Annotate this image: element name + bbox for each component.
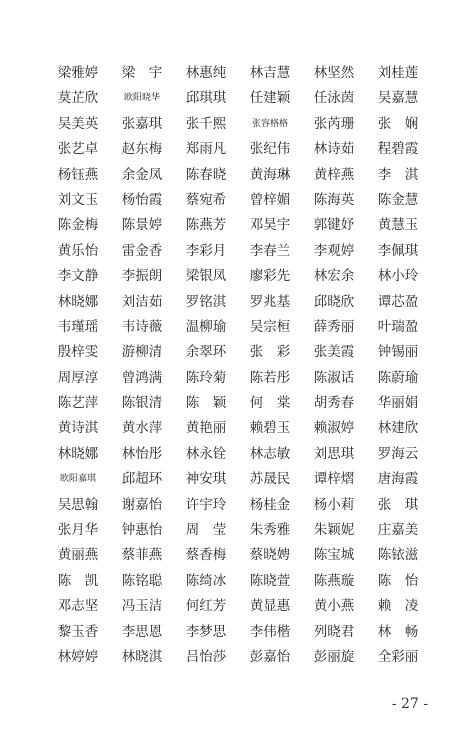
name-entry: 钟锡丽 — [377, 344, 419, 361]
name-entry: 谢嘉怡 — [121, 496, 163, 513]
name-entry: 陈春晓 — [185, 166, 227, 183]
name-entry: 全彩丽 — [377, 648, 419, 665]
name-entry: 林宏余 — [313, 268, 355, 285]
name-entry: 蔡晓娉 — [249, 547, 291, 564]
name-entry: 林婷婷 — [57, 648, 99, 665]
name-entry: 列晓君 — [313, 623, 355, 640]
name-entry: 薛秀丽 — [313, 318, 355, 335]
name-entry: 吴宗桓 — [249, 318, 291, 335]
name-entry: 莫芷欣 — [57, 90, 99, 107]
name-entry: 苏晟民 — [249, 471, 291, 488]
name-entry: 陈金慧 — [377, 191, 419, 208]
name-entry: 陈燕芳 — [185, 217, 227, 234]
name-entry: 林怡彤 — [121, 445, 163, 462]
name-entry: 杨桂金 — [249, 496, 291, 513]
name-entry: 李春兰 — [249, 242, 291, 259]
name-entry: 陈晓萱 — [249, 572, 291, 589]
name-entry: 陈金梅 — [57, 217, 99, 234]
name-entry: 陈绮冰 — [185, 572, 227, 589]
name-entry: 林坚然 — [313, 65, 355, 81]
name-entry: 唐海霞 — [377, 471, 419, 488]
name-entry: 黄海琳 — [249, 166, 291, 183]
name-entry: 杨小莉 — [313, 496, 355, 513]
name-entry: 朱秀雅 — [249, 522, 291, 539]
name-entry: 梁雅婷 — [57, 65, 99, 81]
name-entry: 黄显惠 — [249, 598, 291, 615]
name-entry: 邱琪琪 — [185, 90, 227, 107]
name-entry: 任泳茵 — [313, 90, 355, 107]
name-entry: 吴思翰 — [57, 496, 99, 513]
name-entry: 吴嘉慧 — [377, 90, 419, 107]
name-entry: 何 棠 — [249, 395, 291, 412]
name-entry: 陈宝城 — [313, 547, 355, 564]
name-entry: 黄梓燕 — [313, 166, 355, 183]
name-entry: 余金凤 — [121, 166, 163, 183]
name-entry: 余翠环 — [185, 344, 227, 361]
name-entry: 许宇玲 — [185, 496, 227, 513]
name-entry: 李佩琪 — [377, 242, 419, 259]
name-entry: 张千熙 — [185, 115, 227, 132]
name-entry: 刘思琪 — [313, 445, 355, 462]
name-entry: 刘洁茹 — [121, 293, 163, 310]
name-entry: 林晓娜 — [57, 445, 99, 462]
name-entry: 罗海云 — [377, 445, 419, 462]
name-entry: 胡秀春 — [313, 395, 355, 412]
name-entry: 吕怡莎 — [185, 648, 227, 665]
name-entry: 杨怡霞 — [121, 191, 163, 208]
name-entry: 陈蔚瑜 — [377, 369, 419, 386]
name-entry: 杨钰燕 — [57, 166, 99, 183]
name-entry: 刘桂莲 — [377, 65, 419, 81]
name-entry: 李观婷 — [313, 242, 355, 259]
name-entry: 陈银清 — [121, 395, 163, 412]
name-entry: 林永铨 — [185, 445, 227, 462]
name-entry: 梁银凤 — [185, 268, 227, 285]
name-entry: 陈玲菊 — [185, 369, 227, 386]
name-entry: 林 畅 — [377, 623, 419, 640]
name-entry: 陈铭聪 — [121, 572, 163, 589]
name-entry: 邓志坚 — [57, 598, 99, 615]
name-entry: 李伟楷 — [249, 623, 291, 640]
name-entry: 陈燕璇 — [313, 572, 355, 589]
name-entry: 李梦思 — [185, 623, 227, 640]
name-entry: 郭键妤 — [313, 217, 355, 234]
name-entry: 游柳清 — [121, 344, 163, 361]
name-entry: 林志敏 — [249, 445, 291, 462]
name-entry: 冯玉洁 — [121, 598, 163, 615]
name-entry: 雷金香 — [121, 242, 163, 259]
name-entry: 任建颖 — [249, 90, 291, 107]
name-entry: 何红芳 — [185, 598, 227, 615]
name-entry: 黄小燕 — [313, 598, 355, 615]
name-entry: 曾梓媚 — [249, 191, 291, 208]
name-entry: 黄慧玉 — [377, 217, 419, 234]
name-entry: 谭梓熠 — [313, 471, 355, 488]
name-entry: 张 琪 — [377, 496, 419, 513]
name-entry: 张芮珊 — [313, 115, 355, 132]
name-entry: 陈淑话 — [313, 369, 355, 386]
name-entry: 李彩月 — [185, 242, 227, 259]
name-entry: 黄艳丽 — [185, 420, 227, 437]
name-entry: 张纪伟 — [249, 141, 291, 158]
name-entry: 赖淑婷 — [313, 420, 355, 437]
name-entry: 林小玲 — [377, 268, 419, 285]
name-entry: 陈若彤 — [249, 369, 291, 386]
name-entry: 陈海英 — [313, 191, 355, 208]
name-entry: 黄水萍 — [121, 420, 163, 437]
name-entry: 华丽娟 — [377, 395, 419, 412]
name-entry: 彭丽旋 — [313, 648, 355, 665]
name-entry: 黄诗淇 — [57, 420, 99, 437]
name-entry: 周 莹 — [185, 522, 227, 539]
name-entry: 赖碧玉 — [249, 420, 291, 437]
name-entry: 林吉慧 — [249, 65, 291, 81]
name-entry: 张美霞 — [313, 344, 355, 361]
name-entry: 谭芯盈 — [377, 293, 419, 310]
name-entry: 黎玉香 — [57, 623, 99, 640]
name-entry: 郑雨凡 — [185, 141, 227, 158]
name-entry: 李文静 — [57, 268, 99, 285]
name-entry: 林晓娜 — [57, 293, 99, 310]
name-entry: 周厚淳 — [57, 369, 99, 386]
name-entry: 韦诗薇 — [121, 318, 163, 335]
name-entry: 陈 凯 — [57, 572, 99, 589]
name-entry: 林诗茹 — [313, 141, 355, 158]
name-entry: 邓昊宇 — [249, 217, 291, 234]
name-entry: 邱晓欣 — [313, 293, 355, 310]
name-entry: 李 淇 — [377, 166, 419, 183]
name-entry: 吴美英 — [57, 115, 99, 132]
name-entry: 林惠纯 — [185, 65, 227, 81]
name-entry: 黄乐怡 — [57, 242, 99, 259]
name-entry: 廖彩先 — [249, 268, 291, 285]
name-entry: 陈景婷 — [121, 217, 163, 234]
name-entry: 梁 宇 — [121, 65, 163, 81]
name-entry: 神安琪 — [185, 471, 227, 488]
name-entry: 蔡宛希 — [185, 191, 227, 208]
name-entry: 陈铱滋 — [377, 547, 419, 564]
name-entry: 刘文玉 — [57, 191, 99, 208]
name-entry: 张艺卓 — [57, 141, 99, 158]
name-entry: 赵东梅 — [121, 141, 163, 158]
page-number: - 27 - — [391, 696, 428, 712]
name-entry: 曾鸿满 — [121, 369, 163, 386]
names-grid — [46, 61, 426, 670]
name-entry: 林晓淇 — [121, 648, 163, 665]
name-entry: 陈艺萍 — [57, 395, 99, 412]
name-entry: 庄嘉美 — [377, 522, 419, 539]
name-entry: 邱超环 — [121, 471, 163, 488]
name-entry: 蔡菲燕 — [121, 547, 163, 564]
name-entry: 程碧霞 — [377, 141, 419, 158]
name-entry: 罗铭淇 — [185, 293, 227, 310]
name-entry: 韦瑾瑶 — [57, 318, 99, 335]
name-entry: 欧阳晓华 — [123, 93, 160, 104]
name-entry: 钟惠怡 — [121, 522, 163, 539]
name-entry: 林建欣 — [377, 420, 419, 437]
name-entry: 赖 凌 — [377, 598, 419, 615]
name-entry: 殷梓雯 — [57, 344, 99, 361]
name-entry: 张嘉琪 — [121, 115, 163, 132]
name-entry: 叶瑞盈 — [377, 318, 419, 335]
name-entry: 张月华 — [57, 522, 99, 539]
name-entry: 温柳瑜 — [185, 318, 227, 335]
name-entry: 蔡香梅 — [185, 547, 227, 564]
name-entry: 罗兆基 — [249, 293, 291, 310]
name-entry: 朱颖妮 — [313, 522, 355, 539]
name-entry: 黄丽燕 — [57, 547, 99, 564]
name-entry: 李思恩 — [121, 623, 163, 640]
name-entry: 张 娴 — [377, 115, 419, 132]
name-entry: 李振朗 — [121, 268, 163, 285]
name-entry: 彭嘉怡 — [249, 648, 291, 665]
name-entry: 张 彩 — [249, 344, 291, 361]
name-entry: 张容格格 — [251, 118, 288, 129]
name-entry: 陈 颖 — [185, 395, 227, 412]
name-entry: 欧阳嘉琪 — [59, 474, 96, 485]
name-entry: 陈 怡 — [377, 572, 419, 589]
